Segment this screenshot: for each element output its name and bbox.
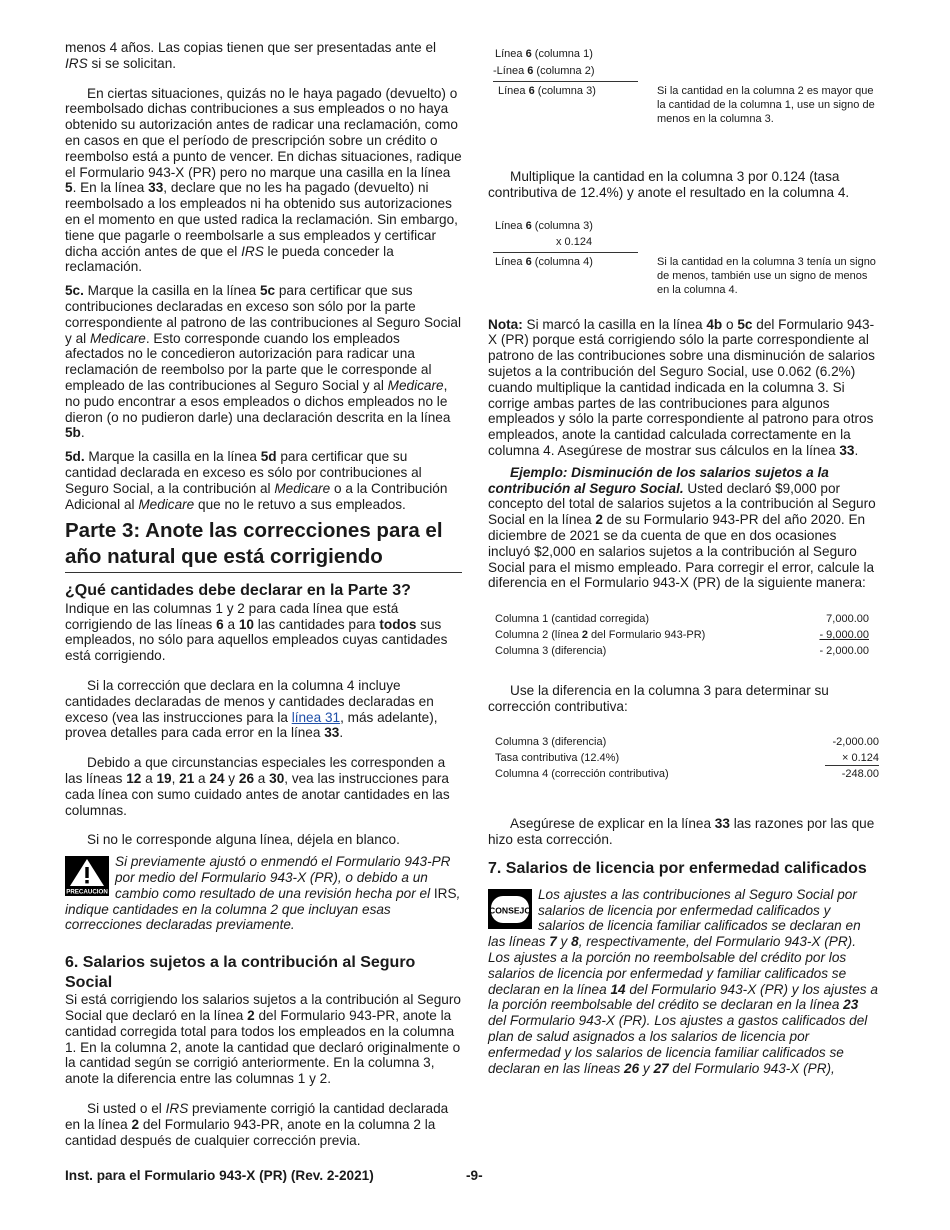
paragraph-5c: 5c. Marque la casilla en la línea 5c para certificar que sus contribuciones declaradas en exceso son sólo por la parte correspondiente al patrono de las contribuciones al Seguro Social y al Medicare. Esto corresponde cuando los empleados afectados no le concedieron autorización para radicar una reclamación de reembolso por la parte que le corresponde al empleado de las contribuciones al Seguro Social y al Medicare, no pudo encontrar a esos empleados o dichos empleados no le dieron (o no pudieron darle) una declaración descrita en la línea 5b. (65, 283, 461, 441)
paragraph-use-difference: Use la diferencia en la columna 3 para determinar su corrección contributiva: (488, 683, 829, 714)
calc1-line3: Línea 6 (columna 3) (498, 85, 596, 97)
footer-title: Inst. para el Formulario 943-X (PR) (Rev. 2-2021) (65, 1168, 374, 1183)
paragraph-copies: menos 4 años. Las copias tienen que ser presentadas ante el IRS si se solicitan. (65, 40, 437, 71)
page-number: -9- (466, 1168, 483, 1183)
paragraph-columns: Indique en las columnas 1 y 2 para cada línea que está corrigiendo de las líneas 6 a 10 las cantidades para todos sus empleados, no sólo para aquellos empleados cuyas cantidades está corrigiendo. (65, 600, 448, 664)
left-column (65, 40, 462, 1148)
calc1-note: Si la cantidad en la columna 2 es mayor que la cantidad de la columna 1, use un signo de menos en la columna 3. (657, 85, 875, 125)
paragraph-column4: Si la corrección que declara en la columna 4 incluye cantidades declaradas de menos y cantidades declaradas en exceso (vea las instrucciones para la línea 31, más adelante), provea detalles para cada error en la línea 33. (65, 678, 438, 741)
consejo-icon-label: CONSEJO (488, 905, 532, 916)
right-column (488, 47, 880, 1076)
example-table-2 (488, 734, 880, 782)
calc2-rule (493, 252, 638, 253)
table-row: Columna 1 (cantidad corregida) 7,000.00 (495, 613, 869, 626)
link-linea-31[interactable]: línea 31 (291, 709, 341, 725)
paragraph-5d: 5d. Marque la casilla en la línea 5d para certificar que su cantidad declarada en exceso es sólo por contribuciones al Seguro Social, a la contribución al Medicare o a la Contribución Adicional al Medicare que no le retuvo a sus empleados. (65, 449, 448, 512)
paragraph-s6-1: Si está corrigiendo los salarios sujetos a la contribución al Seguro Social que declaró en la línea 2 del Formulario 943-PR, anote la cantidad corregida total para todos los empleados en la columna 1. En la columna 2, anote la cantidad que declaró originalmente o la cantidad según se corrigió anteriormente. En la columna 3, anote la diferencia entre las columnas 1 y 2. (65, 992, 461, 1087)
consejo-tip: CONSEJO Los ajustes a las contribuciones al Seguro Social por salarios de licencia por enfermedad calificados y salarios de licencia familiar calificados se declaran en las líneas 7 y 8, respectivamente, del Formulario 943-X (PR). Los ajustes a la porción no reembolsable del crédito por los salarios de licencia por enfermedad y familiar calificados se declaran en la línea 14 del Formulario 943-X (PR) y los ajustes a la porción reembolsable del crédito se declaran en la línea 23 del Formulario 943-X (PR). Los ajustes a gastos calificados del plan de salud asignados a los salarios de licencia por enfermedad y los salarios de licencia familiar calificados se declaran en las líneas 26 y 27 del Formulario 943-X (PR), (488, 886, 878, 1076)
calc2-line2: x 0.124 (556, 235, 593, 248)
calc1-line1: Línea 6 (columna 1) (495, 48, 593, 60)
calc1-line2: -Línea 6 (columna 2) (493, 65, 595, 77)
caution-icon (65, 856, 109, 901)
paragraph-multiply: Multiplique la cantidad en la columna 3 por 0.124 (tasa contributiva de 12.4%) y anote el resultado en la columna 4. (488, 169, 850, 200)
question-heading: ¿Qué cantidades debe declarar en la Parte 3? (65, 582, 411, 600)
paragraph-s6-2: Si usted o el IRS previamente corrigió la cantidad declarada en la línea 2 del Formulario 943-PR, anote en la columna 2 la cantidad después de cualquier corrección previa. (65, 1100, 449, 1148)
paragraph-special: Debido a que circunstancias especiales les corresponden a las líneas 12 a 19, 21 a 24 y 26 a 30, vea las instrucciones para cada línea con sumo cuidado antes de anotar cantidades en las columnas. (65, 755, 450, 818)
paragraph-blank: Si no le corresponde alguna línea, déjela en blanco. (87, 832, 400, 848)
table-row: Columna 4 (corrección contributiva) -248.00 (495, 767, 879, 780)
calc2-line1: Línea 6 (columna 3) (495, 219, 593, 232)
calc2-note: Si la cantidad en la columna 3 tenía un signo de menos, también use un signo de menos en la columna 4. (657, 255, 876, 296)
part3-heading: Parte 3: Anote las correcciones para el año natural que está corrigiendo (65, 518, 462, 573)
table-row: Tasa contributiva (12.4%) × 0.124 (495, 751, 879, 764)
caution-icon-label: PRECAUCION (66, 888, 108, 896)
paragraph-situations: En ciertas situaciones, quizás no le haya pagado (devuelto) o reembolsado dichas contribuciones a sus empleados o no haya obtenido su autorización antes de radicar una reclamación, como en casos en que el período de prescripción sobre un crédito o reembolso está a punto de vencer. En dichas situaciones, radique el Formulario 943-X (PR) pero no marque una casilla en la línea 5. En la línea 33, declare que no les ha pagado (devuelto) ni reembolsado a los empleados ni ha obtenido sus autorizaciones en el momento en que usted radica la reclamación. Sin embargo, tiene que pagarle o reembolsarle a sus empleados y certificar dicha acción antes de que el IRS le pueda conceder la reclamación. (65, 85, 462, 275)
example-table-1 (488, 611, 880, 659)
calc-block-2 (488, 219, 880, 305)
consejo-icon (488, 889, 532, 934)
table-row: Columna 2 (línea 2 del Formulario 943-PR) - 9,000.00 (495, 629, 869, 642)
calc-block-1 (488, 47, 880, 133)
section-6-heading: 6. Salarios sujetos a la contribución al Seguro Social (65, 954, 416, 991)
calc1-rule (493, 81, 638, 82)
table-row: Columna 3 (diferencia) - 2,000.00 (495, 645, 869, 658)
caution-note: PRECAUCION Si previamente ajustó o enmendó el Formulario 943-PR por medio del Formulario 943-X (PR), o debido a un cambio como resultado de una revisión hecha por el IRS, indique cantidades en la columna 2 que incluyan esas correcciones declaradas previamente. (65, 854, 461, 933)
paragraph-nota: Nota: Si marcó la casilla en la línea 4b o 5c del Formulario 943-X (PR) porque está corrigiendo sólo la parte correspondiente al patrono de las contribuciones sobre una disminución de salarios sujetos a la contribución del Seguro Social, use 0.062 (6.2%) cuando multiplique la cantidad indicada en la columna 3. Si corrige ambas partes de las contribuciones para algunos empleados y sólo la parte correspondiente al patrono para otros empleados, anote la cantidad calculada correctamente en la columna 4. Asegúrese de mostrar sus cálculos en la línea 33. (488, 316, 875, 458)
paragraph-ejemplo: Ejemplo: Disminución de los salarios sujetos a la contribución al Seguro Social. Usted declaró $9,000 por concepto del total de salarios sujetos a la contribución al Seguro Social en la línea 2 de su Formulario 943-PR del año 2020. En diciembre de 2021 se da cuenta de que en dos ocasiones incluyó $2,000 en salarios sujetos a la contribución al Seguro Social para el mismo empleado. Para corregir el error, calcule la diferencia en el Formulario 943-X (PR) de la siguiente manera: (488, 464, 876, 591)
section-7-heading: 7. Salarios de licencia por enfermedad calificados (488, 860, 867, 878)
table-row: Columna 3 (diferencia) -2,000.00 (495, 735, 879, 748)
paragraph-asegurese: Asegúrese de explicar en la línea 33 las razones por las que hizo esta corrección. (488, 815, 875, 847)
calc2-line3: Línea 6 (columna 4) (495, 255, 593, 268)
